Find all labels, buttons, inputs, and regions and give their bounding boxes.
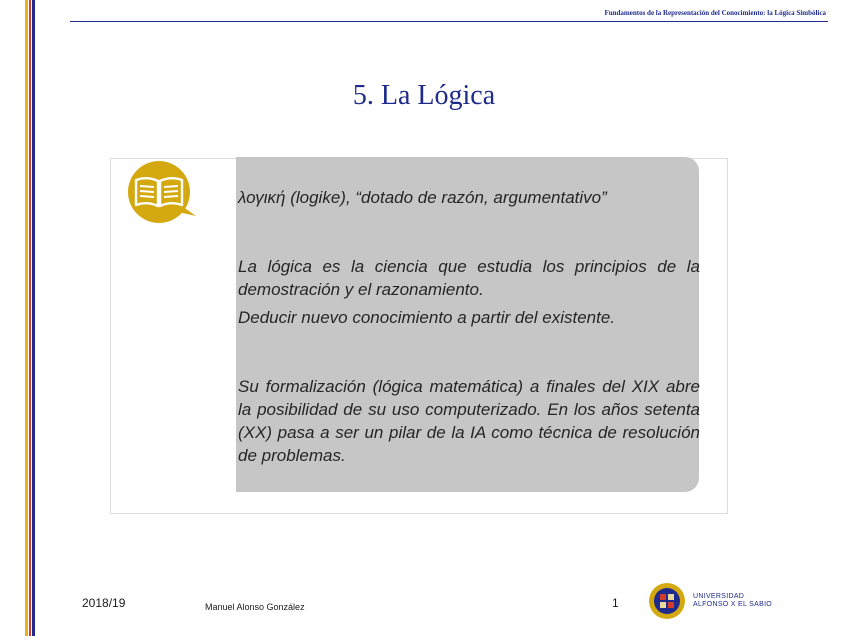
university-seal-logo (648, 582, 686, 620)
footer-author: Manuel Alonso González (205, 602, 305, 612)
definition-line: λογική (logike), “dotado de razón, argumentativo” (238, 188, 607, 207)
university-line-2: ALFONSO X EL SABIO (693, 601, 773, 608)
university-line-1: UNIVERSIDAD (693, 593, 745, 600)
university-name (693, 593, 772, 609)
content-text (238, 186, 700, 467)
definition-paragraph: La lógica es la ciencia que estudia los principios de la demostración y el razonamiento. (238, 257, 700, 299)
deduction-paragraph: Deducir nuevo conocimiento a partir del existente. (238, 308, 616, 327)
slide-title: 5. La Lógica (352, 80, 496, 111)
header-rule (70, 21, 828, 22)
open-book-icon (124, 160, 200, 226)
history-paragraph: Su formalización (lógica matemática) a finales del XIX abre la posibilidad de su uso computerizado. En los años setenta (XX) pasa a ser un pilar de la IA como técnica de resolución de problemas. (238, 377, 700, 465)
page-number: 1 (612, 596, 619, 610)
footer-year: 2018/19 (82, 596, 126, 610)
header-title: Fundamentos de la Representación del Conocimiento: la Lógica Simbólica (604, 9, 826, 17)
